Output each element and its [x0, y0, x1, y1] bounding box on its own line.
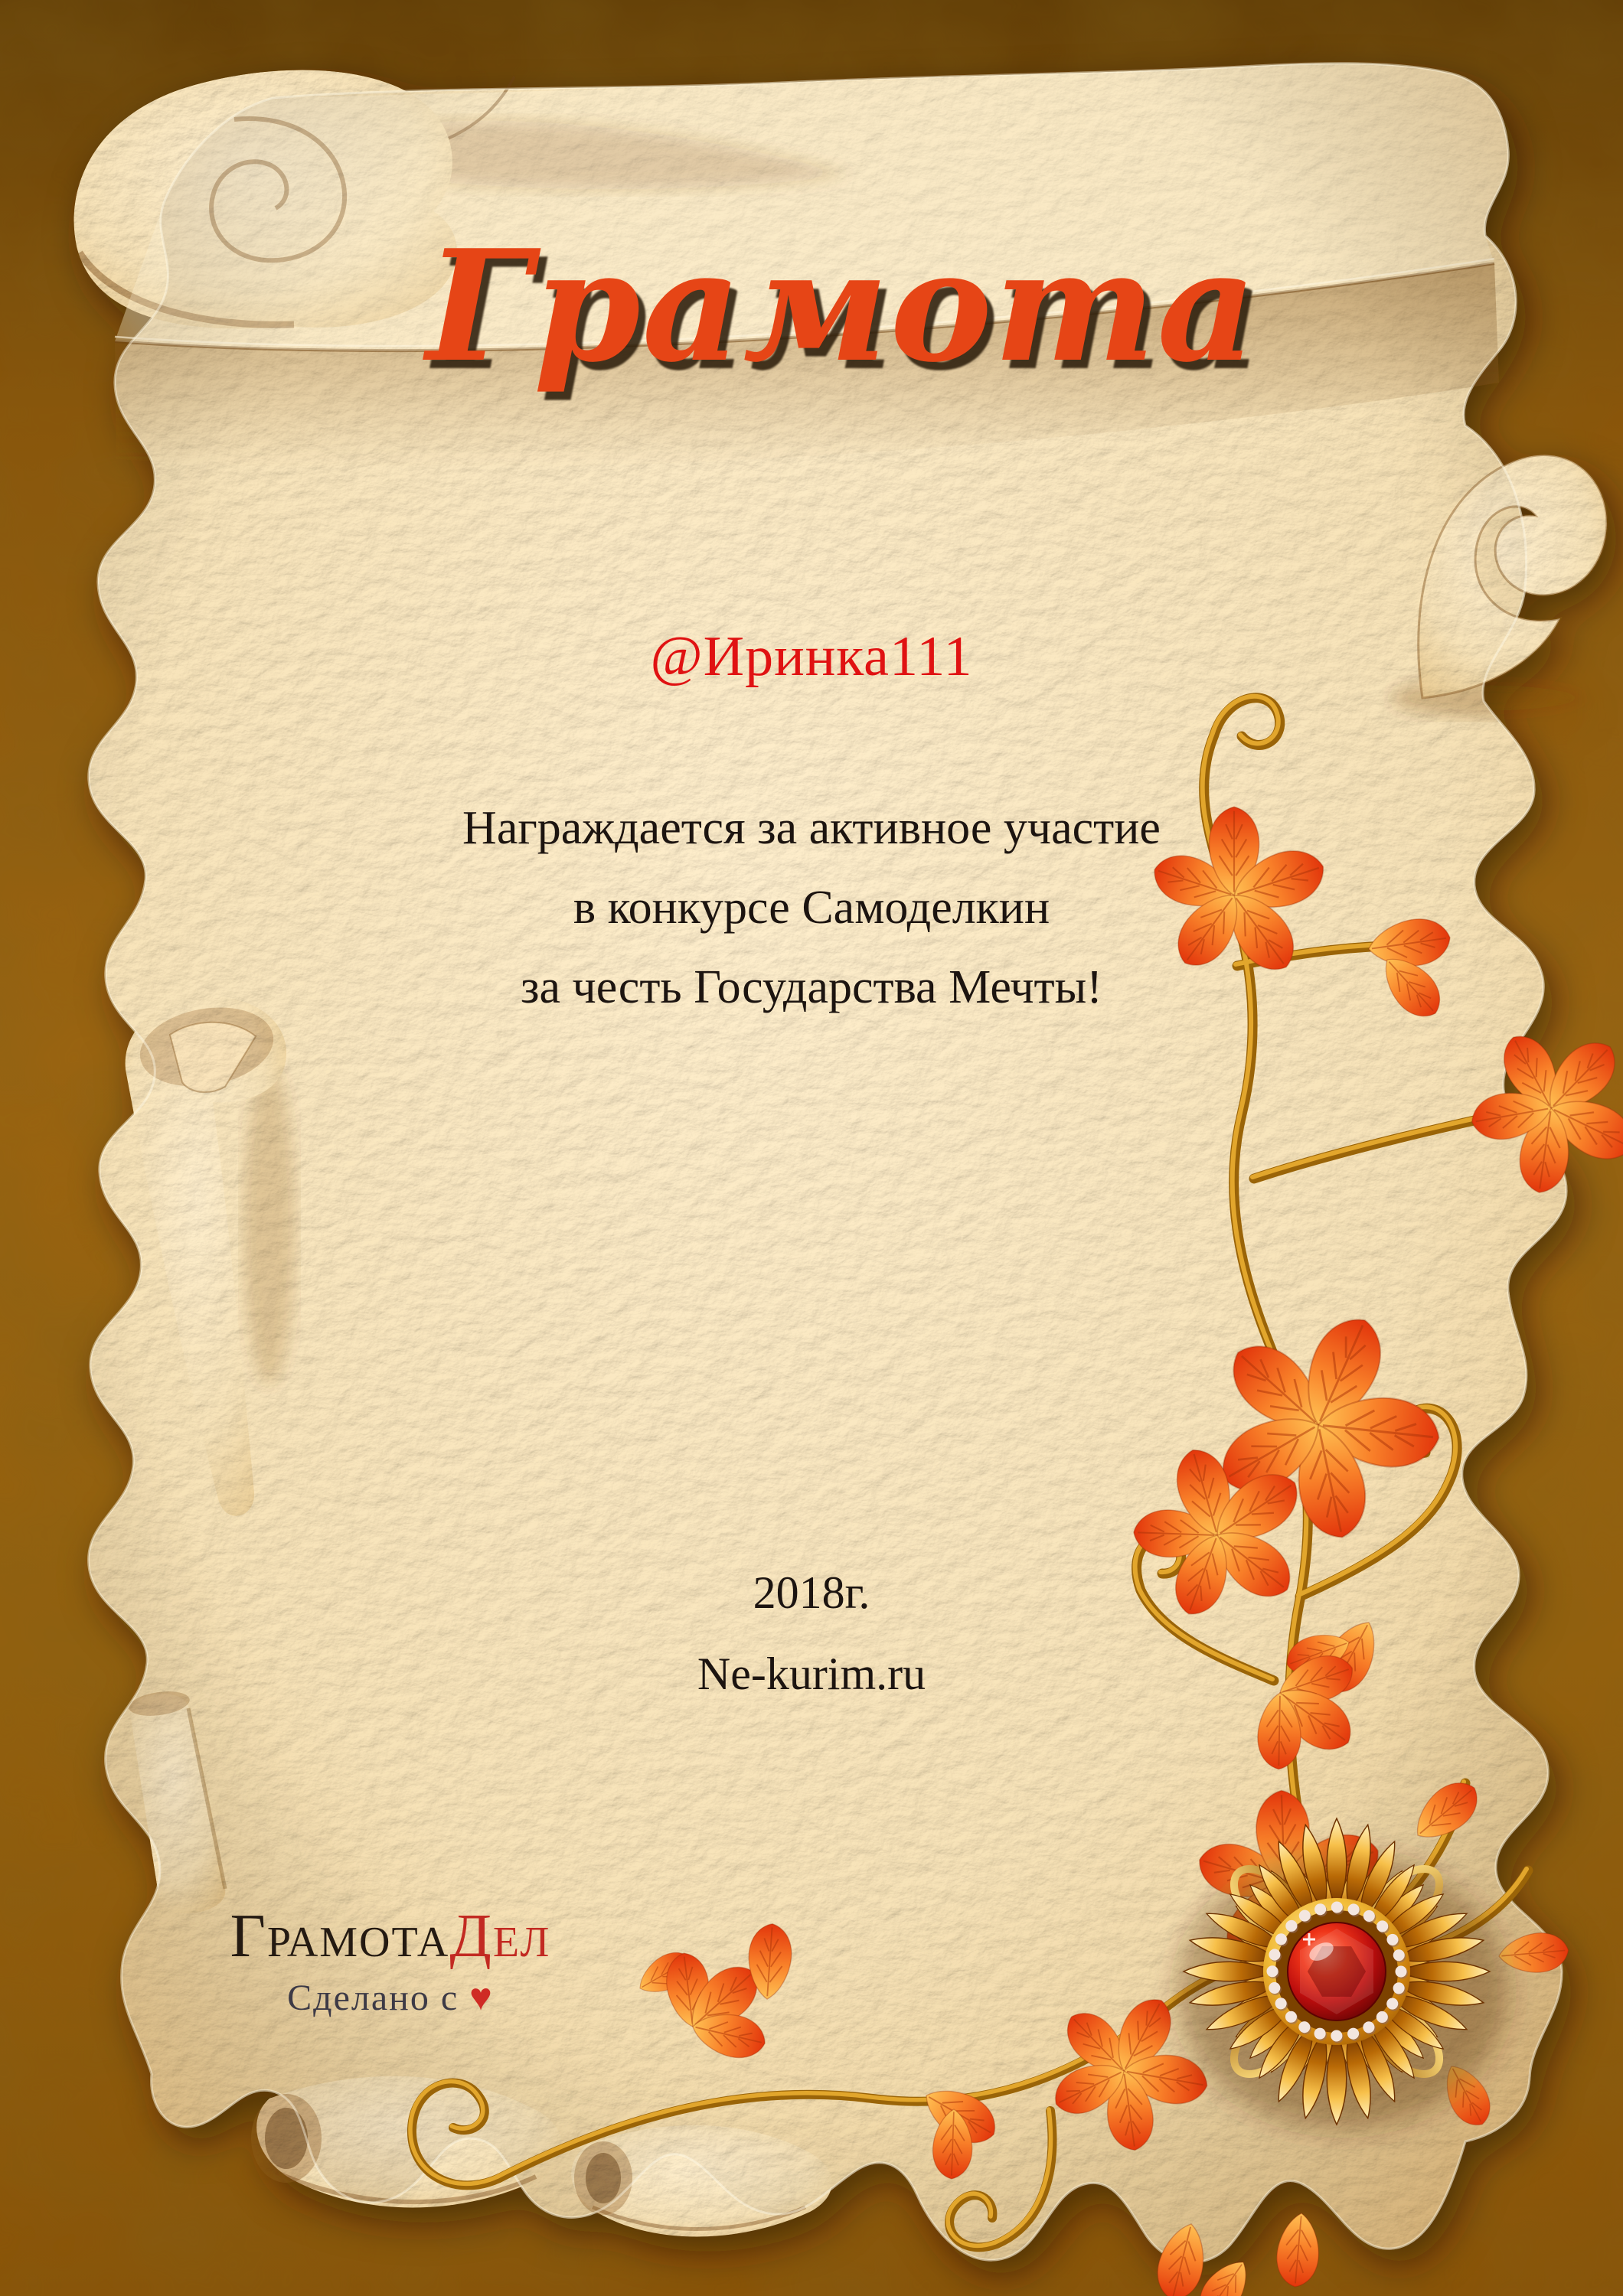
website-text: Ne-kurim.ru	[697, 1649, 926, 1699]
award-line: за честь Государства Мечты!	[521, 961, 1102, 1013]
award-text	[0, 788, 1623, 1027]
gramotadel-logo	[216, 1904, 565, 2019]
year-text: 2018г.	[753, 1567, 870, 1618]
recipient-handle: @Иринка111	[650, 625, 973, 688]
logo-wordmark	[216, 1904, 565, 1968]
heart-icon: ♥	[469, 1975, 494, 2018]
award-line: Награждается за активное участие	[462, 802, 1161, 854]
logo-tagline	[216, 1975, 565, 2019]
certificate-meta	[0, 1552, 1623, 1714]
certificate-title: Грамота	[426, 217, 1259, 396]
logo-accent: Дел	[449, 1903, 551, 1970]
logo-primary: Грамота	[230, 1903, 450, 1970]
award-line: в конкурсе Самоделкин	[573, 882, 1050, 934]
tagline-text: Сделано с	[287, 1978, 459, 2018]
